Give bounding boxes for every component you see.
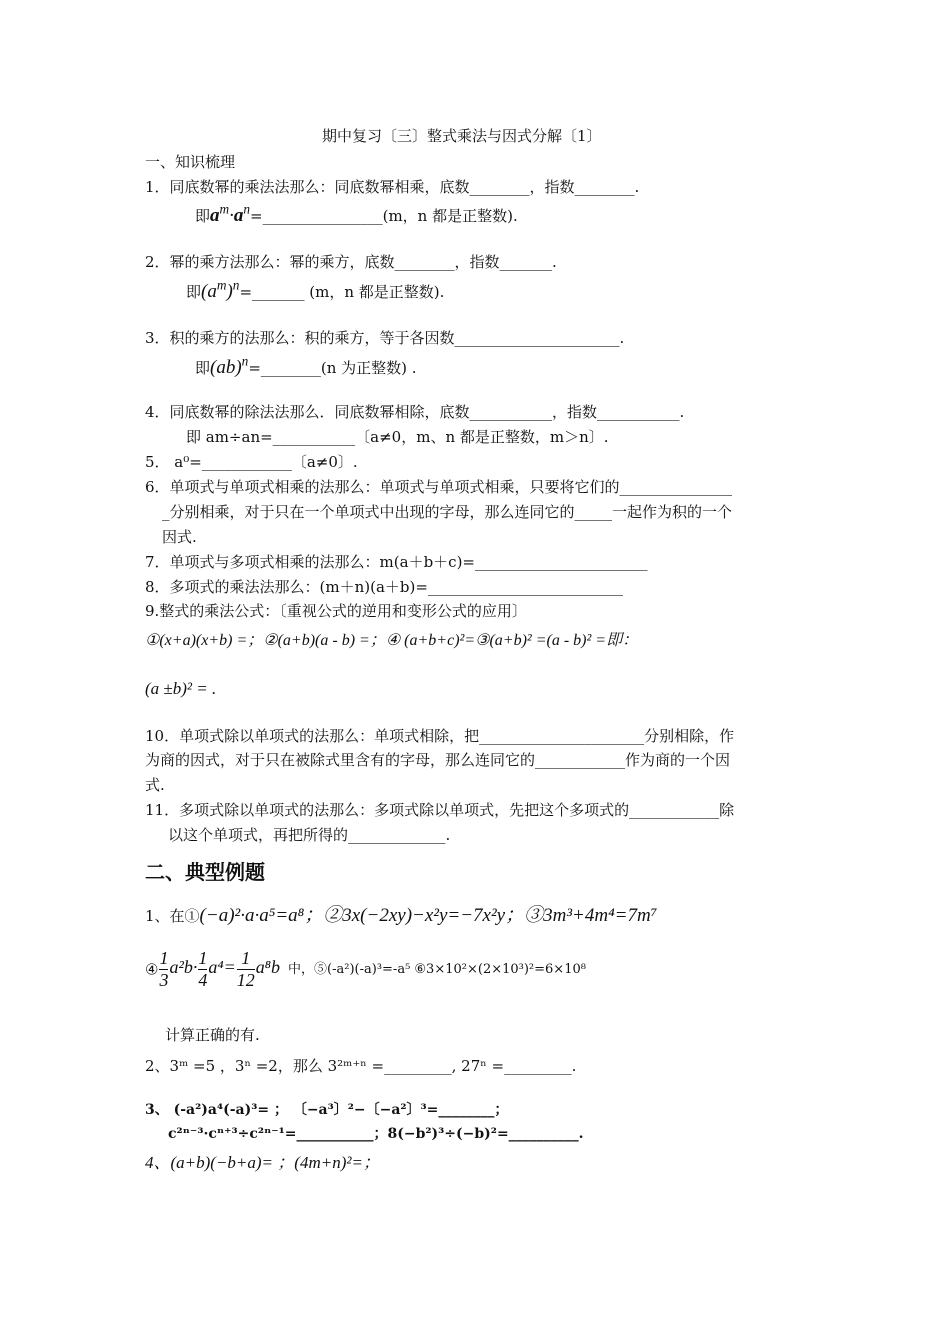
rule3-formula: (ab)$^n$ — [210, 353, 249, 378]
question2-line: 2、3ᵐ =5 ，3ⁿ =2，那么 3²ᵐ⁺ⁿ =_________, 27ⁿ =_________. — [145, 1057, 577, 1075]
question3-line2: c²ⁿ⁻³·cⁿ⁺³÷c²ⁿ⁻¹=___________；8(−b²)³÷(−b)²=__________. — [168, 1126, 584, 1142]
question4-line: 4、(a+b)(−b+a)= ；(4m+n)²=； — [145, 1153, 380, 1172]
question1-formulas: (−a)²·a·a⁵=a⁸；②3x(−2xy)−x²y=−7x²y；③3m³+4m⁴=7m⁷ — [199, 905, 658, 926]
rule9-formula-pm: (a ±b)² = . — [145, 679, 217, 698]
section1-heading: 一、知识梳理 — [145, 153, 236, 171]
rule2-line2: 即$(a^m)^n=\_\_\_\_\_\_\_$ (m，n 都是正整数). — [186, 277, 445, 302]
question1-line3: 计算正确的有. — [165, 1026, 260, 1044]
rule10-line1: 10．单项式除以单项式的法那么：单项式相除，把______________________分别相除，作 — [145, 727, 735, 745]
question1-fraction-formula: $\frac{1}{3}$ a²b· $\frac{1}{4}$ a⁴= $\frac{1}{12}$ a⁸b — [159, 948, 281, 990]
rule2-line1: 2．幂的乘方法那么：幂的乘方，底数________，指数_______. — [145, 253, 557, 271]
rule9-formulas: ①(x+a)(x+b) =；②(a+b)(a - b) =；④ (a+b+c)²=③(a+b)² =(a - b)² =即： — [145, 632, 639, 649]
rule4-line2: 即 am÷an=___________〔a≠0，m、n 都是正整数，m＞n〕. — [186, 428, 609, 446]
rule11-line1: 11．多项式除以单项式的法那么：多项式除以单项式，先把这个多项式的____________除 — [145, 801, 735, 819]
rule1-line1: 1．同底数幂的乘法法那么：同底数幂相乘，底数________，指数________. — [145, 178, 640, 196]
rule1-line2: 即$a^m\cdot a^n=\_\_\_\_\_\_\_\_\_\_\_\_\_\_\_\_(m$，n 都是正整数). — [195, 201, 518, 226]
section2-heading: 二、典型例题 — [145, 860, 265, 884]
rule4-line1: 4．同底数幂的除法法那么．同底数幂相除，底数___________，指数___________. — [145, 403, 685, 421]
rule10-line3: 式. — [145, 776, 165, 794]
rule8-line: 8．多项式的乘法法那么：(m＋n)(a＋b)=__________________________ — [145, 578, 623, 596]
rule2-formula: $(a^m)^n$ — [201, 277, 240, 302]
rule3-line2: 即(ab)$^n$=________(n 为正整数) . — [195, 353, 417, 378]
rule7-line: 7．单项式与多项式相乘的法那么：m(a＋b＋c)=_______________________ — [145, 553, 648, 571]
rule9-line: 9.整式的乘法公式：〔重视公式的逆用和变形公式的应用〕 — [145, 602, 527, 620]
question3-line1: 3、 (-a²)a⁴(-a)³= ； 〔−a³〕²−〔−a²〕³=________； — [145, 1102, 509, 1118]
rule6-line3: 因式. — [162, 528, 197, 546]
question1-line2: ④ $\frac{1}{3}$ a²b· $\frac{1}{4}$ a⁴= $\frac{1}{12}$ a⁸b 中，⑤(-a²)(-a)³=-a⁵ ⑥3×10²×(2×10³)²=6×10⁸ — [145, 948, 586, 990]
rule6-line1: 6．单项式与单项式相乘的法那么：单项式与单项式相乘，只要将它们的_______________ — [145, 478, 733, 496]
rule6-line2: _分别相乘，对于只在一个单项式中出现的字母，那么连同它的_____一起作为积的一个 — [162, 503, 733, 521]
rule1-formula: $a^m\cdot a^n$ — [210, 201, 251, 226]
rule3-line1: 3．积的乘方的法那么：积的乘方，等于各因数______________________. — [145, 329, 625, 347]
question1-line1: 1、在①(−a)²·a·a⁵=a⁸；②3x(−2xy)−x²y=−7x²y；③3m³+4m⁴=7m⁷ — [145, 905, 658, 926]
rule10-line2: 为商的因式，对于只在被除式里含有的字母，那么连同它的____________作为商的一个因 — [145, 751, 731, 769]
rule5-line: 5． a⁰=____________〔a≠0〕. — [145, 453, 358, 471]
page-title: 期中复习〔三〕整式乘法与因式分解〔1〕 — [322, 127, 602, 145]
rule11-line2: 以这个单项式，再把所得的_____________. — [168, 826, 451, 844]
